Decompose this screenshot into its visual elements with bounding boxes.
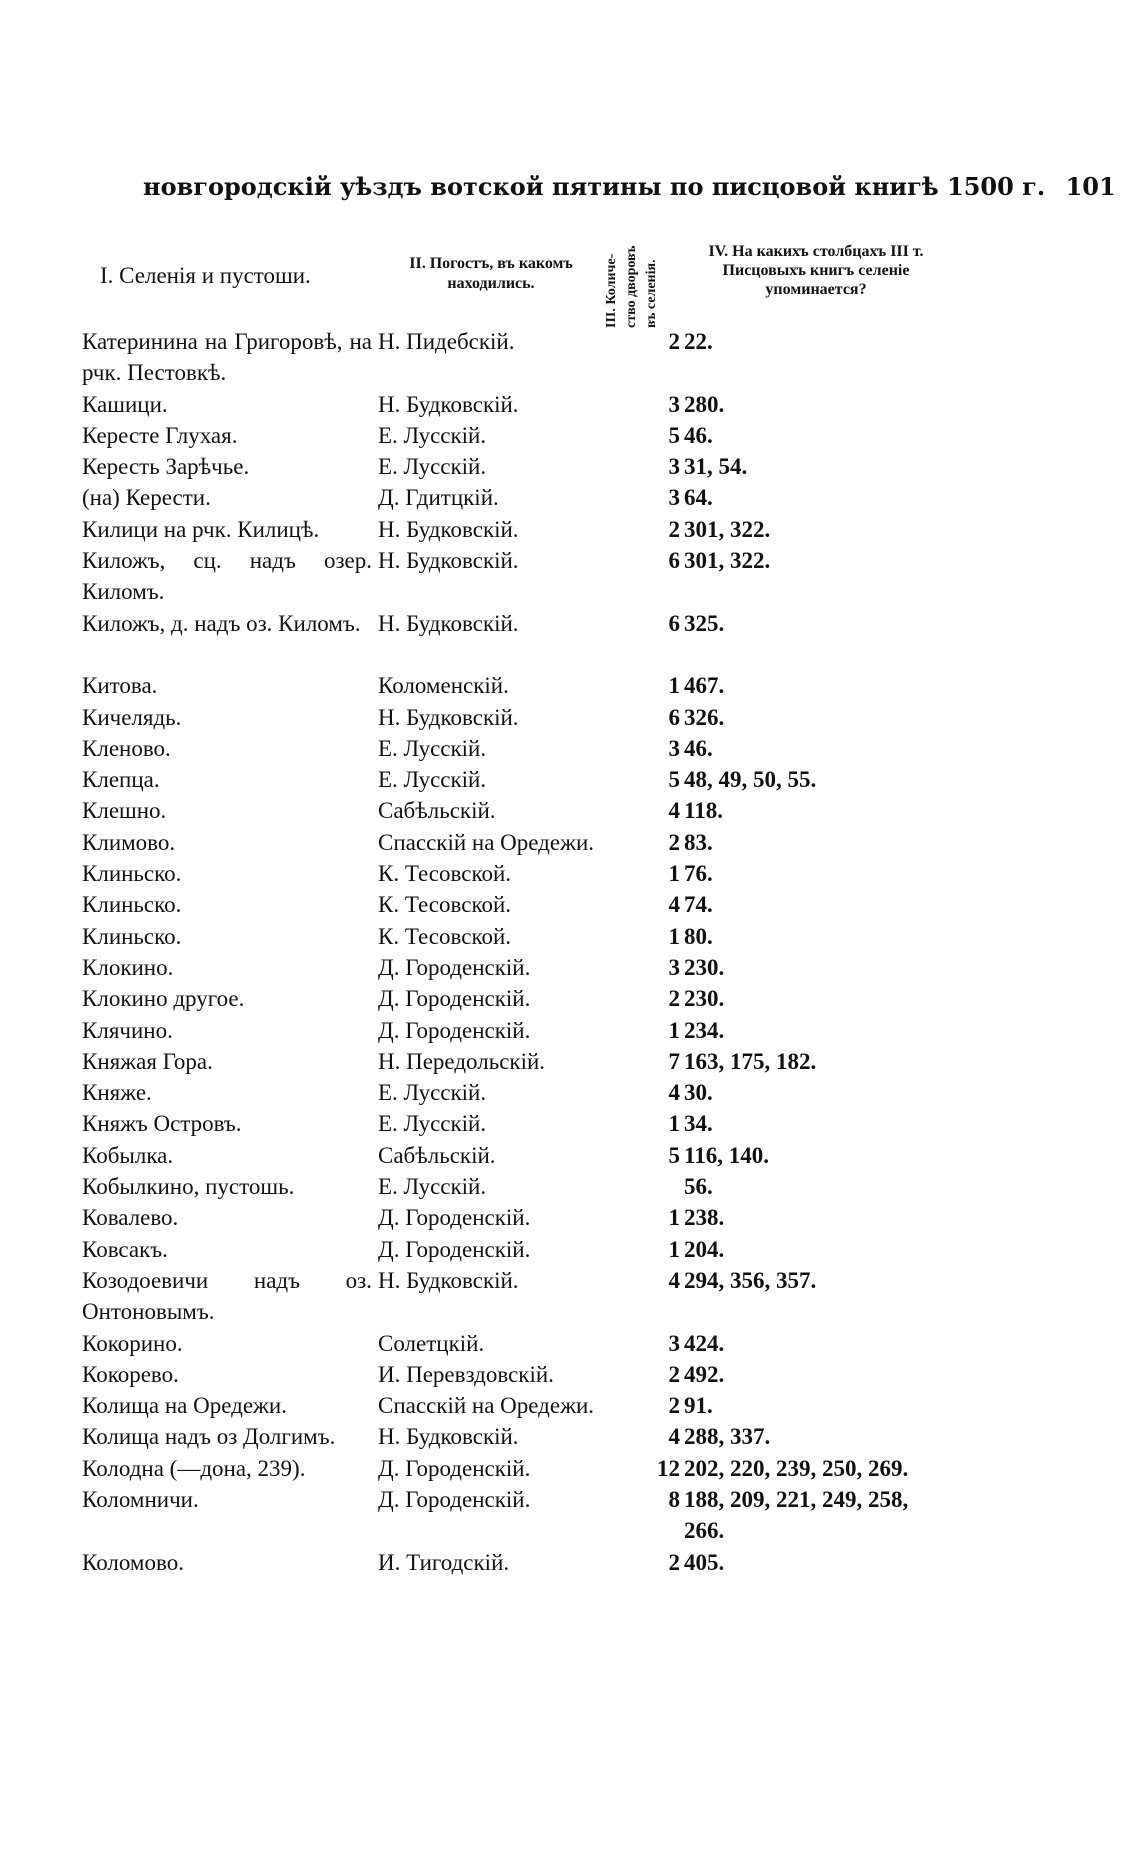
table-row (0, 764, 1140, 795)
households-cell: 5 (668, 422, 680, 448)
households-cell: 2 (668, 1393, 680, 1419)
table-row (0, 1234, 1140, 1265)
households-cell: 6 (668, 548, 680, 574)
households-cell: 2 (668, 986, 680, 1012)
settlement-cell: Княже. (82, 1080, 152, 1106)
table-row (0, 389, 1140, 420)
settlement-table (0, 326, 1140, 1578)
columns-cell: 234. (684, 1017, 725, 1043)
pogost-cell: Спасскій на Оредежи. (378, 829, 595, 855)
columns-cell: 74. (684, 892, 713, 918)
table-row (0, 451, 1140, 482)
households-cell: 1 (668, 1205, 680, 1231)
table-row (0, 1453, 1140, 1484)
pogost-cell: Д. Городенскій. (378, 1455, 531, 1481)
settlement-cell: Колища на Оредежи. (82, 1393, 287, 1419)
columns-cell: 202, 220, 239, 250, 269. (684, 1455, 909, 1481)
settlement-cell: Клиньско. (82, 861, 182, 887)
settlement-cell: Ковсакъ. (82, 1236, 168, 1262)
pogost-cell: Н. Будковскій. (378, 516, 519, 542)
columns-cell: 301, 322. (684, 548, 771, 574)
column-header-households-line1: III. Количе- (604, 253, 619, 328)
households-cell: 5 (668, 767, 680, 793)
columns-cell: 64. (684, 485, 713, 511)
pogost-cell: Сабѣльскій. (378, 1142, 496, 1168)
settlement-cell: Княжая Гора. (82, 1048, 213, 1074)
columns-cell: 80. (684, 923, 713, 949)
pogost-cell: К. Тесовской. (378, 861, 512, 887)
table-row (0, 983, 1140, 1014)
settlement-cell: Кокорино. (82, 1330, 183, 1356)
households-cell: 2 (668, 329, 680, 354)
columns-cell: 294, 356, 357. (684, 1267, 817, 1293)
households-cell: 7 (668, 1048, 680, 1074)
table-row (0, 1015, 1140, 1046)
settlement-cell: Клепца. (82, 767, 160, 793)
settlement-cell: Килици на рчк. Килицѣ. (82, 516, 320, 542)
settlement-cell: Климово. (82, 829, 176, 855)
table-row (0, 1046, 1140, 1077)
table-row (0, 1171, 1140, 1202)
pogost-cell: Н. Будковскій. (378, 1267, 519, 1293)
households-cell: 2 (668, 829, 680, 855)
households-cell: 2 (668, 1549, 680, 1575)
columns-cell: 301, 322. (684, 516, 771, 542)
table-row (0, 608, 1140, 671)
settlement-cell: Кичелядь. (82, 704, 182, 730)
table-row (0, 545, 1140, 608)
settlement-cell: Кобылкино, пустошь. (82, 1174, 295, 1200)
households-cell: 4 (668, 1424, 680, 1450)
households-cell: 3 (668, 954, 680, 980)
columns-cell: 30. (684, 1080, 713, 1106)
pogost-cell: Е. Лусскій. (378, 454, 487, 480)
settlement-cell: Княжъ Островъ. (82, 1111, 242, 1137)
table-row (0, 858, 1140, 889)
columns-cell: 34. (684, 1111, 713, 1137)
pogost-cell: Д. Городенскій. (378, 1486, 531, 1512)
pogost-cell: Н. Будковскій. (378, 610, 519, 636)
pogost-cell: Д. Городенскій. (378, 1205, 531, 1231)
columns-cell: 288, 337. (684, 1424, 771, 1450)
settlement-cell: Киложъ, д. надъ оз. Киломъ. (82, 610, 361, 636)
settlement-cell: Кленово. (82, 735, 171, 761)
table-row (0, 889, 1140, 920)
columns-cell: 280. (684, 391, 725, 417)
table-row (0, 1265, 1140, 1328)
table-row (0, 482, 1140, 513)
settlement-cell: Кересть Зарѣчье. (82, 454, 250, 480)
table-row (0, 1328, 1140, 1359)
table-row (0, 795, 1140, 826)
pogost-cell: Д. Городенскій. (378, 1236, 531, 1262)
settlement-cell: Катеринина на Григоровѣ, на рчк. Пестовкѣ. (82, 329, 372, 386)
settlement-cell: (на) Керести. (82, 485, 211, 511)
table-row (0, 702, 1140, 733)
households-cell: 4 (668, 892, 680, 918)
settlement-cell: Клокино другое. (82, 986, 245, 1012)
pogost-cell: Е. Лусскій. (378, 1174, 487, 1200)
settlement-cell: Кересте Глухая. (82, 422, 238, 448)
table-row (0, 921, 1140, 952)
columns-cell: 76. (684, 861, 713, 887)
pogost-cell: К. Тесовской. (378, 892, 512, 918)
columns-cell: 46. (684, 422, 713, 448)
pogost-cell: Спасскій на Оредежи. (378, 1393, 595, 1419)
table-row (0, 1421, 1140, 1452)
column-header-households-line2: ство дворовъ (624, 245, 639, 328)
pogost-cell: Е. Лусскій. (378, 422, 487, 448)
pogost-cell: И. Тигодскій. (378, 1549, 510, 1575)
settlement-cell: Коломово. (82, 1549, 184, 1575)
table-row (0, 1359, 1140, 1390)
table-row (0, 1077, 1140, 1108)
pogost-cell: Н. Пидебскій. (378, 329, 515, 354)
settlement-cell: Ковалево. (82, 1205, 179, 1231)
page-number: 101 (1065, 172, 1116, 201)
households-cell: 3 (668, 485, 680, 511)
pogost-cell: К. Тесовской. (378, 923, 512, 949)
settlement-cell: Кокорево. (82, 1361, 179, 1387)
households-cell: 4 (668, 1080, 680, 1106)
settlement-cell: Кашици. (82, 391, 168, 417)
running-head-title: новгородскій уѣздъ вотской пятины по писцовой книгѣ 1500 г. (143, 172, 1046, 201)
columns-cell: 405. (684, 1549, 725, 1575)
pogost-cell: И. Перевздовскій. (378, 1361, 554, 1387)
settlement-cell: Клокино. (82, 954, 174, 980)
settlement-cell: Клячино. (82, 1017, 173, 1043)
columns-cell: 492. (684, 1361, 725, 1387)
columns-cell: 238. (684, 1205, 725, 1231)
pogost-cell: Е. Лусскій. (378, 735, 487, 761)
column-header-pogost: II. Погостъ, въ какомъ находились. (409, 255, 573, 292)
pogost-cell: Е. Лусскій. (378, 1080, 487, 1106)
households-cell: 12 (657, 1455, 680, 1481)
households-cell: 2 (668, 1361, 680, 1387)
settlement-cell: Колища надъ оз Долгимъ. (82, 1424, 336, 1450)
table-row (0, 1547, 1140, 1578)
table-row (0, 326, 1140, 389)
households-cell: 5 (668, 1142, 680, 1168)
settlement-cell: Клиньско. (82, 892, 182, 918)
households-cell: 8 (668, 1486, 680, 1512)
columns-cell: 116, 140. (684, 1142, 769, 1168)
households-cell: 2 (668, 516, 680, 542)
households-cell: 4 (668, 798, 680, 824)
columns-cell: 118. (684, 798, 723, 824)
pogost-cell: Е. Лусскій. (378, 767, 487, 793)
pogost-cell: Солетцкій. (378, 1330, 485, 1356)
households-cell: 6 (668, 610, 680, 636)
table-row (0, 733, 1140, 764)
households-cell: 3 (668, 391, 680, 417)
columns-cell: 56. (684, 1174, 713, 1200)
column-header-columns: IV. На какихъ столбцахъ III т. Писцовыхъ книгъ селеніе упоминается? (708, 243, 924, 298)
columns-cell: 326. (684, 704, 725, 730)
columns-cell: 163, 175, 182. (684, 1048, 817, 1074)
pogost-cell: Д. Гдитцкій. (378, 485, 499, 511)
table-row (0, 827, 1140, 858)
pogost-cell: Н. Будковскій. (378, 548, 519, 574)
columns-cell: 204. (684, 1236, 725, 1262)
settlement-cell: Клиньско. (82, 923, 182, 949)
pogost-cell: Д. Городенскій. (378, 954, 531, 980)
table-row (0, 420, 1140, 451)
pogost-cell: Н. Передольскій. (378, 1048, 546, 1074)
pogost-cell: Сабѣльскій. (378, 798, 496, 824)
households-cell: 1 (668, 923, 680, 949)
pogost-cell: Д. Городенскій. (378, 986, 531, 1012)
households-cell: 1 (668, 1236, 680, 1262)
pogost-cell: Н. Будковскій. (378, 1424, 519, 1450)
settlement-cell: Кобылка. (82, 1142, 174, 1168)
column-header-households-line3: въ селенія. (644, 259, 659, 328)
columns-cell: 325. (684, 610, 725, 636)
table-row (0, 1484, 1140, 1547)
table-row (0, 1202, 1140, 1233)
households-cell: 6 (668, 704, 680, 730)
table-row (0, 514, 1140, 545)
columns-cell: 46. (684, 735, 713, 761)
table-row (0, 670, 1140, 701)
settlement-cell: Коломничи. (82, 1486, 199, 1512)
pogost-cell: Н. Будковскій. (378, 704, 519, 730)
running-head (143, 172, 1116, 201)
table-row (0, 1390, 1140, 1421)
households-cell: 1 (668, 1111, 680, 1137)
column-header-settlements: I. Селенія и пустоши. (100, 263, 311, 288)
settlement-cell: Китова. (82, 673, 158, 699)
households-cell: 3 (668, 454, 680, 480)
table-row (0, 1140, 1140, 1171)
households-cell: 1 (668, 861, 680, 887)
households-cell: 1 (668, 1017, 680, 1043)
columns-cell: 424. (684, 1330, 725, 1356)
columns-cell: 83. (684, 829, 713, 855)
pogost-cell: Коломенскій. (378, 673, 509, 699)
columns-cell: 31, 54. (684, 454, 748, 480)
settlement-cell: Колодна (—дона, 239). (82, 1455, 306, 1481)
households-cell: 3 (668, 735, 680, 761)
settlement-cell: Киложъ, сц. надъ озер. Киломъ. (82, 548, 372, 605)
households-cell: 4 (668, 1267, 680, 1293)
columns-cell: 22. (684, 329, 713, 354)
columns-cell: 230. (684, 986, 725, 1012)
households-cell: 3 (668, 1330, 680, 1356)
settlement-cell: Клешно. (82, 798, 167, 824)
columns-cell: 91. (684, 1393, 713, 1419)
columns-cell: 230. (684, 954, 725, 980)
columns-cell: 188, 209, 221, 249, 258, 266. (684, 1486, 909, 1544)
pogost-cell: Е. Лусскій. (378, 1111, 487, 1137)
pogost-cell: Н. Будковскій. (378, 391, 519, 417)
columns-cell: 467. (684, 673, 725, 699)
settlement-cell: Козодоевичи надъ оз. Онтоновымъ. (82, 1267, 372, 1325)
households-cell: 1 (668, 673, 680, 699)
columns-cell: 48, 49, 50, 55. (684, 767, 817, 793)
table-row (0, 952, 1140, 983)
pogost-cell: Д. Городенскій. (378, 1017, 531, 1043)
table-row (0, 1108, 1140, 1139)
